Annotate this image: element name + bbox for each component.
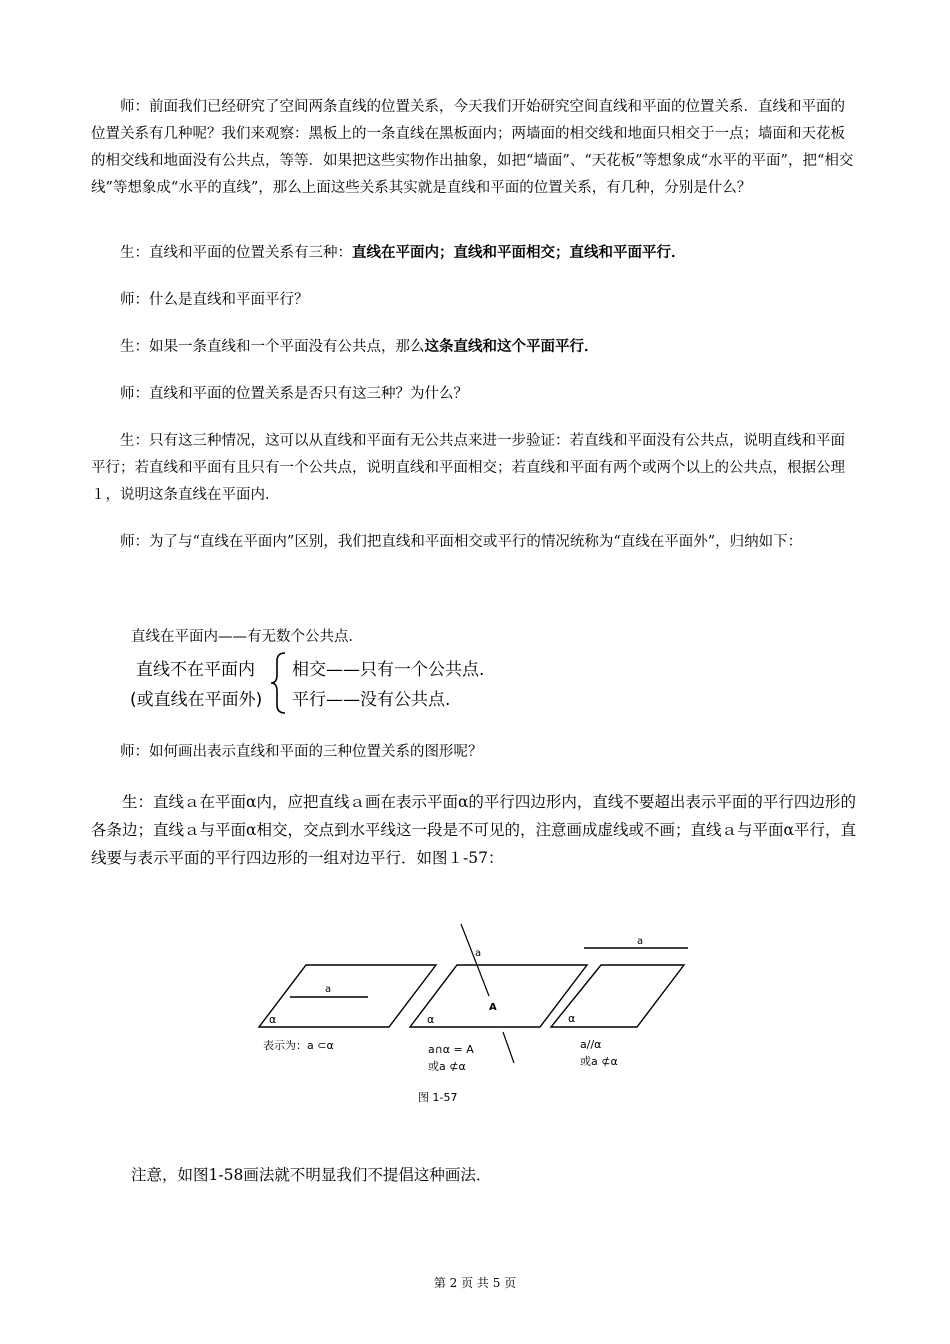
figure-panel-line-in-plane [259,965,436,1052]
caption-contained: 表示为：a ⊂α [263,1039,334,1052]
caption-not-contained: 或a ⊄α [580,1055,618,1068]
line-in-plane-text: 直线在平面内——有无数个公共点． [131,629,363,645]
paragraph-student-verification: 生：只有这三种情况，这可以从直线和平面有无公共点来进一步验证：若直线和平面没有公共点，说明直线和平面平行；若直线和平面有且只有一个公共点，说明直线和平面相交；若直线和平面有两个或两个以上的公共点，根据公理１，说明这条直线在平面内． [91,433,845,503]
summary-right-line2: 平行——没有公共点. [292,690,451,710]
bold-definition-text: 这条直线和这个平面平行． [424,339,599,355]
line-a-inside-segment [477,965,489,996]
summary-right-line1: 相交——只有一个公共点. [292,660,485,680]
figure-title: 图 1-57 [418,1091,458,1104]
caption-not-contained: 或a ⊄α [428,1060,466,1073]
figure-panel-line-parallel-plane [551,936,688,1068]
bold-relations-text: 直线在平面内；直线和平面相交；直线和平面平行． [352,245,686,261]
paragraph-teacher-intro: 师：前面我们已经研究了空间两条直线的位置关系，今天我们开始研究空间直线和平面的位置关系．直线和平面的位置关系有几种呢？我们来观察：黑板上的一条直线在黑板面内；两墙面的相交线和地面只相交于一点；墙面和天花板的相交线和地面没有公共点，等等．如果把这些实物作出抽象，如把“墙面”、“天花板”等想象成“水平的平面”，把“相交线”等想象成“水平的直线”，那么上面这些关系其实就是直线和平面的位置关系，有几种，分别是什么？ [91,99,854,196]
line-a-label: a [325,984,332,995]
figure-1-57 [255,922,715,1112]
caption-parallel: a//α [580,1038,602,1051]
paragraph-student-parallel-definition [91,334,856,361]
paragraph-teacher-summary-intro: 师：为了与“直线在平面内”区别，我们把直线和平面相交或平行的情况统称为“直线在平面外”，归纳如下： [120,534,803,550]
plane-parallelogram [410,965,587,1027]
figure-panel-line-intersects-plane [410,924,587,1073]
summary-left-line1: 直线不在平面内 [136,660,255,680]
paragraph-lead-text: 生：直线和平面的位置关系有三种： [120,245,352,261]
paragraph-student-drawing-method: 生：直线ａ在平面α内，应把直线ａ画在表示平面α的平行四边形内，直线不要超出表示平面的平行四边形的各条边；直线ａ与平面α相交，交点到水平线这一段是不可见的，注意画成虚线或不画；直线ａ与平面α平行，直线要与表示平面的平行四边形的一组对边平行．如图１-57： [91,793,856,867]
summary-left-line2: (或直线在平面外) [130,690,263,710]
plane-alpha-label: α [568,1012,576,1025]
paragraph-teacher-how-to-draw: 师：如何画出表示直线和平面的三种位置关系的图形呢？ [120,744,483,760]
page-footer: 第 2 页 共 5 页 [433,1276,517,1290]
paragraph-student-three-relations [91,240,856,267]
plane-alpha-label: α [427,1013,435,1026]
caption-intersection: a∩α = A [428,1043,474,1056]
line-a-label: a [475,948,482,959]
curly-brace-icon [268,651,290,715]
line-a-label: a [637,936,644,947]
paragraph-teacher-question-only-three: 师：直线和平面的位置关系是否只有这三种？为什么？ [120,386,468,402]
point-A-label: A [489,1002,497,1013]
paragraph-note-figure-1-58: 注意，如图1-58画法就不明显我们不提倡这种画法． [131,1166,492,1184]
paragraph-teacher-question-parallel: 师：什么是直线和平面平行？ [120,292,309,308]
line-a-lower-segment [503,1032,514,1063]
plane-alpha-label: α [269,1013,277,1026]
plane-parallelogram [259,965,436,1027]
paragraph-lead-text: 生：如果一条直线和一个平面没有公共点，那么 [120,339,425,355]
